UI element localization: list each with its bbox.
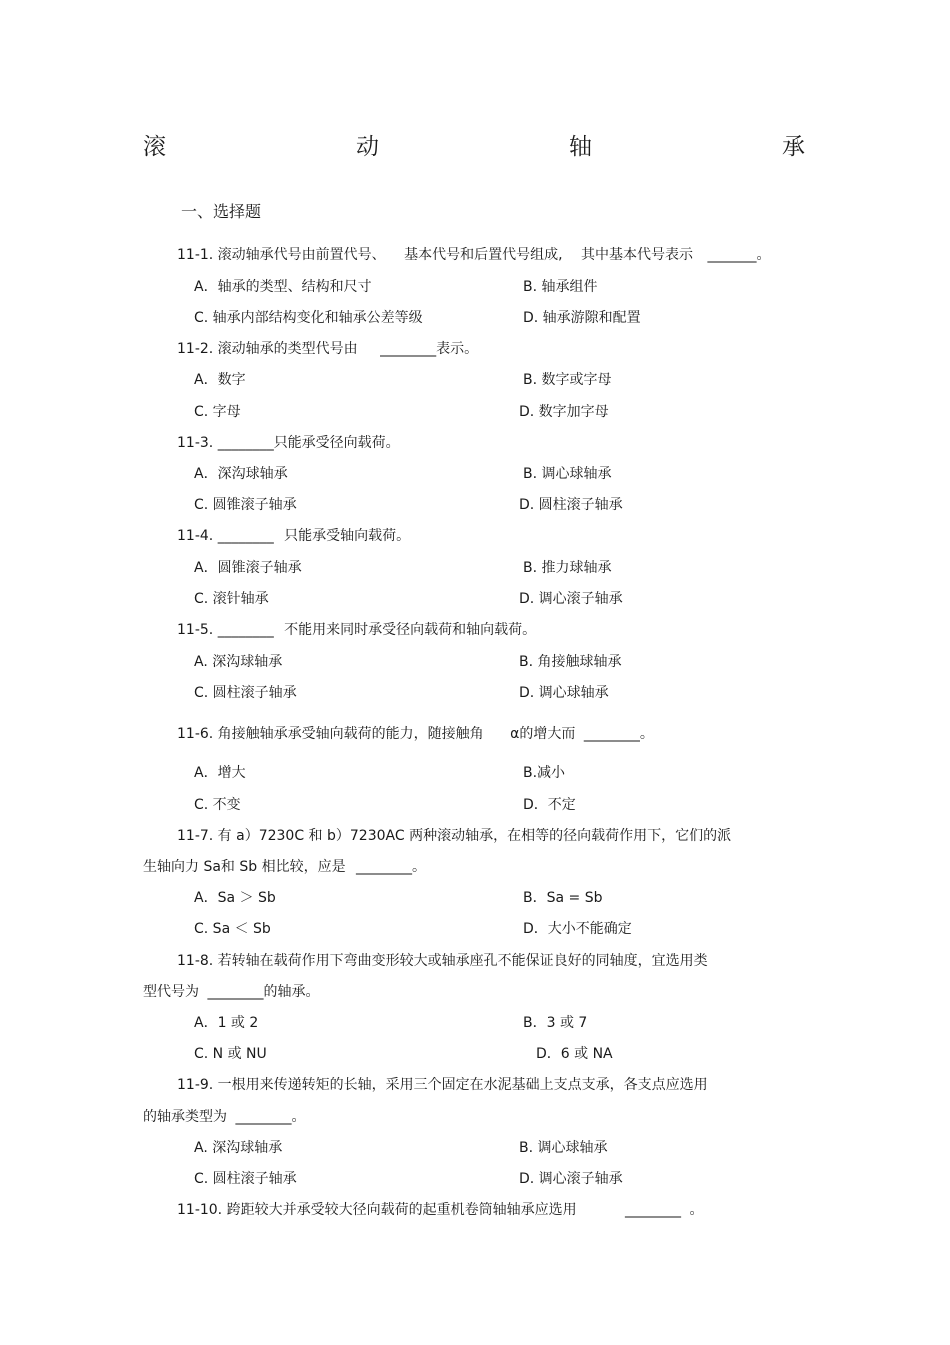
option-d: D．不定 (523, 797, 576, 813)
question-stem: 11-1. 滚动轴承代号由前置代号、 基本代号和后置代号组成, 其中基本代号表示 _______。 (177, 247, 771, 263)
option-c: C. N 或 NU (194, 1046, 267, 1062)
question-stem: 11-4. ________ 只能承受轴向载荷。 (177, 528, 411, 544)
question-stem: 11-5. ________ 不能用来同时承受径向载荷和轴向载荷。 (177, 622, 537, 638)
option-a: A. 深沟球轴承 (194, 1140, 283, 1156)
option-b: B. 调心球轴承 (519, 1140, 608, 1156)
option-c: C. 轴承内部结构变化和轴承公差等级 (194, 310, 423, 326)
question-stem: 11-7. 有 a）7230C 和 b）7230AC 两种滚动轴承，在相等的径向载荷作用下，它们的派 (177, 828, 732, 844)
question-stem-continued: 型代号为 ________的轴承。 (143, 984, 320, 1000)
title-char: 滚 (143, 134, 166, 160)
option-b: B. 轴承组件 (523, 279, 598, 295)
answer-blank: ________ (356, 859, 413, 875)
question-stem: 11-3. ________只能承受径向载荷。 (177, 435, 400, 451)
option-b: B. 推力球轴承 (523, 560, 612, 576)
answer-blank: ________ (235, 1109, 292, 1125)
option-d: D. 轴承游隙和配置 (523, 310, 641, 326)
option-c: C. 滚针轴承 (194, 591, 269, 607)
option-a: A．数字 (194, 372, 246, 388)
option-c: C. 圆锥滚子轴承 (194, 497, 297, 513)
title-char: 动 (356, 134, 379, 160)
option-c: C. 圆柱滚子轴承 (194, 685, 297, 701)
answer-blank: ________ (217, 435, 274, 451)
option-b: B.减小 (523, 765, 566, 781)
answer-blank: ________ (217, 528, 274, 544)
option-d: D．大小不能确定 (523, 921, 632, 937)
option-a: A．1 或 2 (194, 1015, 259, 1031)
option-d: D. 调心滚子轴承 (519, 591, 623, 607)
option-a: A．深沟球轴承 (194, 466, 288, 482)
option-b: B．Sa = Sb (523, 890, 603, 906)
title-char: 轴 (569, 134, 592, 160)
option-c: C. 字母 (194, 404, 241, 420)
question-stem: 11-10. 跨距较大并承受较大径向载荷的起重机卷筒轴轴承应选用 ________ 。 (177, 1202, 704, 1218)
option-d: D. 圆柱滚子轴承 (519, 497, 623, 513)
option-b: B．3 或 7 (523, 1015, 588, 1031)
option-b: B. 调心球轴承 (523, 466, 612, 482)
option-a: A．圆锥滚子轴承 (194, 560, 302, 576)
option-c: C. 圆柱滚子轴承 (194, 1171, 297, 1187)
option-c: C. Sa ＜ Sb (194, 921, 271, 937)
question-stem: 11-6. 角接触轴承承受轴向载荷的能力，随接触角 α的增大而 ________。 (177, 726, 654, 742)
question-stem: 11-8. 若转轴在载荷作用下弯曲变形较大或轴承座孔不能保证良好的同轴度，宜选用类 (177, 953, 708, 969)
question-stem: 11-9. 一根用来传递转矩的长轴，采用三个固定在水泥基础上支点支承，各支点应选用 (177, 1077, 708, 1093)
option-b: B. 数字或字母 (523, 372, 612, 388)
option-a: A．增大 (194, 765, 246, 781)
option-b: B. 角接触球轴承 (519, 654, 622, 670)
question-stem: 11-2. 滚动轴承的类型代号由 ________表示。 (177, 341, 479, 357)
answer-blank: ________ (625, 1202, 682, 1218)
answer-blank: ________ (217, 622, 274, 638)
option-a: A．轴承的类型、结构和尺寸 (194, 279, 372, 295)
option-d: D. 调心球轴承 (519, 685, 609, 701)
page-title (143, 128, 805, 160)
question-stem-continued: 的轴承类型为 ________。 (143, 1109, 306, 1125)
question-stem-continued: 生轴向力 Sa和 Sb 相比较，应是 ________。 (143, 859, 427, 875)
section-heading: 一、选择题 (181, 202, 262, 221)
option-d: D. 数字加字母 (519, 404, 609, 420)
option-d: D. 调心滚子轴承 (519, 1171, 623, 1187)
answer-blank: ________ (380, 341, 437, 357)
option-d: D．6 或 NA (536, 1046, 613, 1062)
title-char: 承 (782, 134, 805, 160)
option-a: A．Sa ＞ Sb (194, 890, 276, 906)
answer-blank: ________ (583, 726, 640, 742)
option-a: A. 深沟球轴承 (194, 654, 283, 670)
answer-blank: _______ (707, 247, 757, 263)
answer-blank: ________ (207, 984, 264, 1000)
option-c: C. 不变 (194, 797, 241, 813)
